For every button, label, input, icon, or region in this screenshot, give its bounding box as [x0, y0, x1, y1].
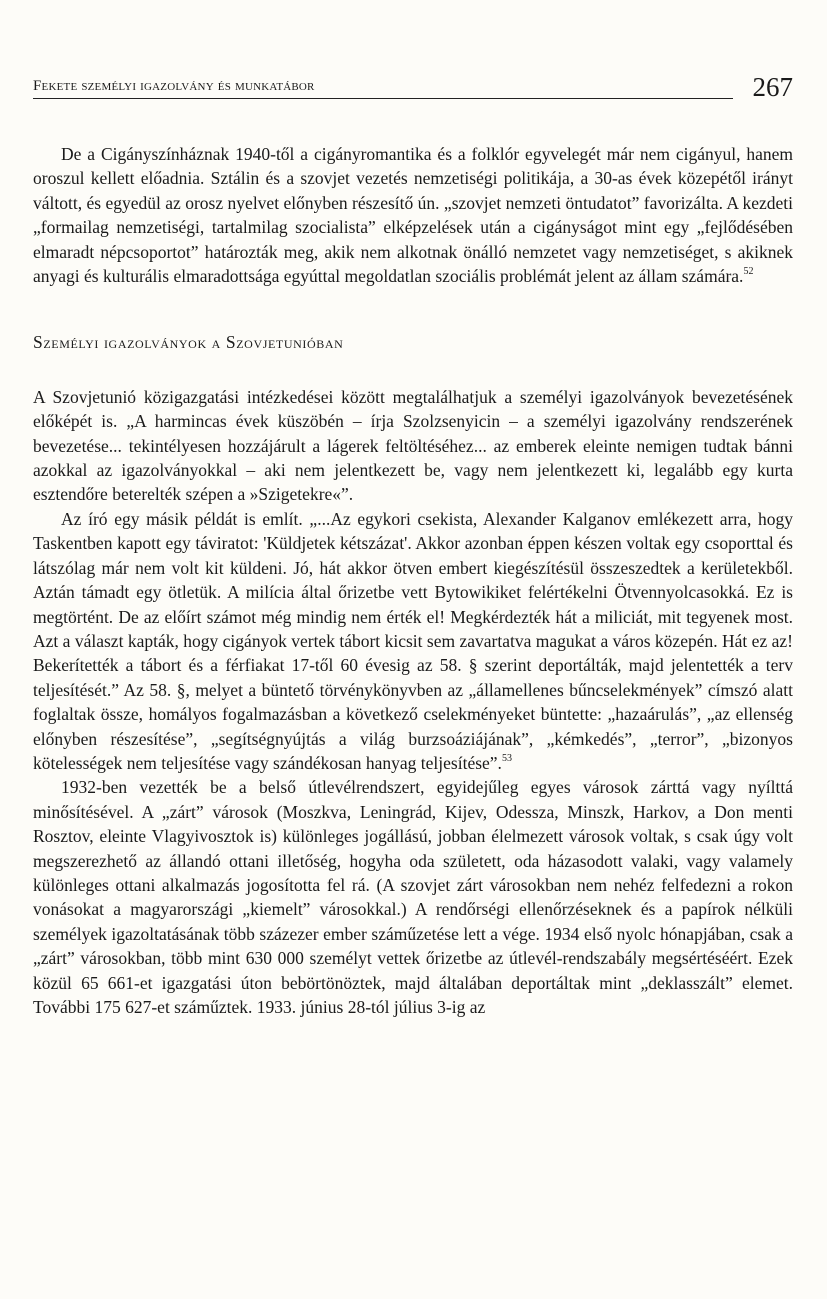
- body-text: [33, 142, 793, 1019]
- header-rule: [33, 98, 733, 99]
- running-title: Fekete személyi igazolvány és munkatábor: [33, 78, 315, 94]
- running-head: [33, 72, 793, 104]
- page-number: 267: [752, 72, 793, 102]
- footnote-ref: 53: [501, 752, 512, 764]
- paragraph: Az író egy másik példát is említ. „...Az egykori csekista, Alexander Kalganov emlékezett arra, hogy Taskentben kapott egy táviratot: 'Küldjetek kétszázat'. Akkor azonban éppen készen voltak egy csoporttal és látszólag már nem volt kit küldeni. Jó, hát akkor ötven embert kiegészítésül összeszedtek a kerületekből. Aztán támadt egy ötletük. A milícia által őrizetbe vett Bytowikiket felértékelni Ötvennyolcasokká. Ez is megtörtént. De az előírt számot még mindig nem érték el! Megkérdezték hát a miliciát, mit tegyenek most. Azt a választ kapták, hogy cigányok vertek tábort kicsit sem zavartatva magukat a város közepén. Hát ez az! Bekerítették a tábort és a férfiakat 17-től 60 évesig az 58. § szerint deportálták, majd jelentették a terv teljesítését.” Az 58. §, melyet a büntető törvénykönyvben az „államellenes bűncselekmények” címszó alatt foglaltak össze, homályos fogalmazásban a következő cselekményeket büntette: „hazaárulás”, „az ellenség előnyben részesítése”, „segítségnyújtás a világ burzsoáziájának”, „kémkedés”, „terror”, „bizonyos kötelességek nem teljesítése vagy szándékosan hanyag teljesítése”.$^{53}$: [33, 508, 793, 773]
- footnote-ref: 52: [743, 266, 754, 278]
- paragraph: A Szovjetunió közigazgatási intézkedései között megtalálhatjuk a személyi igazolványok bevezetésének előképét is. „A harmincas évek küszöbén – írja Szolzsenyicin – a személyi igazolvány rendszerének bevezetése... tekintélyesen hozzájárult a lágerek feltöltéséhez... az emberek eleinte nemigen tudtak bánni azokkal az igazolványokkal – aki nem jelentkezett be, vagy nem jelentkezett ki, legalább egy kurta esztendőre beterelték szépen a »Szigetekre«”.: [33, 386, 793, 505]
- paragraph: 1932-ben vezették be a belső útlevélrendszert, egyidejűleg egyes városok zárttá vagy nyílttá minősítésével. A „zárt” városok (Moszkva, Leningrád, Kijev, Odessza, Minszk, Harkov, a Don menti Rosztov, eleinte Vlagyivosztok is) különleges jogállású, jobban élelmezett városok voltak, s csak úgy volt megszerezhető az állandó ottani illetőség, hogyha oda született, oda házasodott valaki, vagy valamely különleges ottani alkalmazás jogosította fel rá. (A szovjet zárt városokban nem nehéz felfedezni a rokon vonásokat a magyarországi „kiemelt” városokkal.) A rendőrségi ellenőrzéseknek és a papírok nélküli személyek igazoltatásának több százezer ember száműzetése lett a vége. 1934 első nyolc hónapjában, csak a „zárt” városokban, több mint 630 000 személyt vettek őrizetbe az útlevél-rendszabály megsértéséért. Ezek közül 65 661-et igazgatási úton bebörtönöztek, majd általában deportáltak mint „deklasszált” elemet. További 175 627-et száműztek. 1933. június 28-tól július 3-ig az: [33, 777, 793, 1017]
- section-heading: Személyi igazolványok a Szovjetunióban: [33, 332, 344, 353]
- paragraph: De a Cigányszínháznak 1940-től a cigányromantika és a folklór egyvelegét már nem cigányul, hanem oroszul kellett előadnia. Sztálin és a szovjet vezetés nemzetiségi politikája, a 30-as évek közepétől irányt váltott, és egyedül az orosz nyelvet előnyben részesítő ún. „szovjet nemzeti öntudatot” favorizálta. A kezdeti „formailag nemzetiségi, tartalmilag szocialista” elképzelések után a cigányságot mint egy „fejlődésében elmaradt népcsoportot” határozták meg, akik nem alkotnak önálló nemzetet vagy nemzetiséget, s akiknek anyagi és kulturális elmaradottsága egyúttal megoldatlan szociális problémát jelent az állam számára.$^{52}$: [33, 144, 793, 287]
